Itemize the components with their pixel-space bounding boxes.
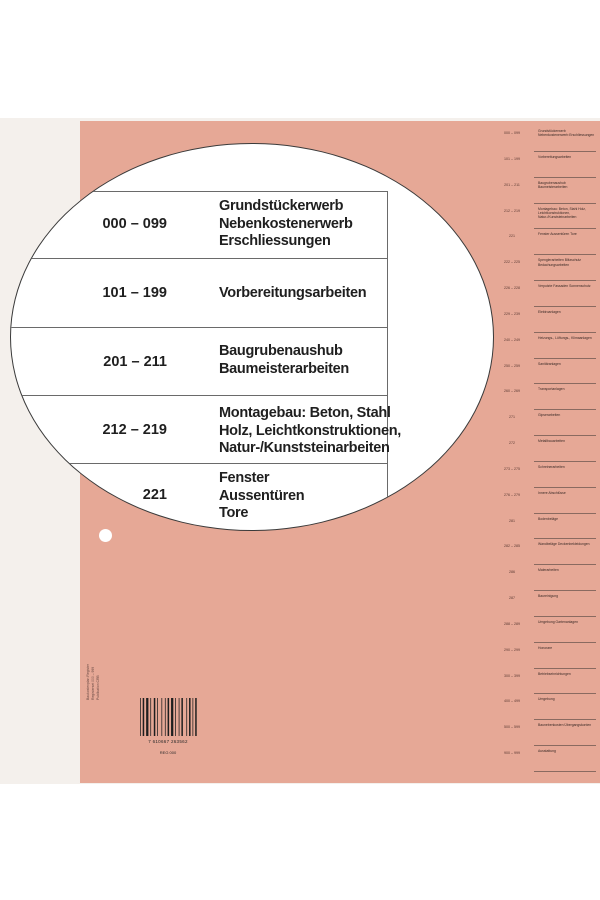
small-tab-code: 500 – 599 (504, 725, 520, 730)
tab-edge (387, 463, 388, 531)
small-tab-label: Honorare (538, 645, 553, 650)
small-tab-code: 286 (509, 570, 515, 575)
small-tab-code: 000 – 099 (504, 131, 520, 135)
small-tab (494, 566, 600, 592)
barcode-code: REG 000 (159, 750, 177, 755)
barcode-bar (157, 698, 158, 736)
small-tab-code: 273 – 275 (504, 466, 520, 471)
small-tab-separator (534, 306, 596, 307)
tab-separator (10, 463, 387, 464)
small-tab-label: Heizungs-, Lüftungs-, Klimaanlagen (538, 335, 592, 340)
small-tab-code: 229 – 239 (504, 311, 520, 316)
small-tab-separator (534, 487, 596, 488)
small-tab-code: 260 – 269 (504, 389, 520, 394)
small-tab-label: Umgebung (538, 697, 555, 702)
small-tab-code: 400 – 499 (504, 699, 520, 704)
magnifier-lens (10, 143, 494, 531)
small-tab (494, 334, 600, 360)
small-tab-code: 221 (509, 234, 515, 239)
small-tab (494, 747, 600, 773)
small-tab-separator (534, 693, 596, 694)
small-tab-label: Betriebseinrichtungen (538, 671, 571, 676)
barcode-bar (165, 698, 166, 736)
small-tab-separator (534, 177, 596, 178)
small-tab-code: 250 – 259 (504, 363, 520, 368)
tab-separator (10, 395, 387, 396)
tab-edge (387, 258, 388, 327)
barcode-bar (150, 698, 151, 736)
small-tab (494, 540, 600, 566)
small-tab-separator (534, 280, 596, 281)
tab-description: Vorbereitungsarbeiten (219, 285, 367, 301)
small-tab-label: Montagebau: Beton, Stahl Holz, Leichtkonstruktionen, Natur-/Kunststeinarbeiten (538, 206, 586, 220)
barcode-bar (186, 698, 187, 736)
small-tab (494, 463, 600, 489)
barcode-icon (139, 698, 197, 736)
small-tab-separator (534, 771, 596, 772)
spine-line: Publikation CRB (96, 675, 100, 700)
small-tab-label: Sanitäranlagen (538, 361, 561, 366)
small-tab-code: 226 – 228 (504, 286, 520, 291)
tab-separator (10, 191, 387, 192)
small-tab (494, 721, 600, 747)
barcode-bar (171, 698, 173, 736)
spine-text (86, 540, 101, 700)
small-tab-separator (534, 409, 596, 410)
small-tab-code: 240 – 249 (504, 337, 520, 342)
small-tab-separator (534, 151, 596, 152)
small-tab (494, 179, 600, 205)
small-tab-label: Vorbereitungsarbeiten (538, 154, 572, 159)
small-tab-code: 272 (509, 441, 515, 446)
small-tab (494, 205, 600, 231)
barcode-bar (189, 698, 191, 736)
small-tab-code: 900 – 999 (504, 751, 520, 756)
small-tab-code: 281 (509, 518, 515, 523)
small-tab-label: Malerarbeiten (538, 568, 559, 573)
barcode-bar (140, 698, 141, 736)
small-tab-separator (534, 461, 596, 462)
small-tab-code: 287 (509, 596, 515, 601)
barcode-bar (168, 698, 170, 736)
small-tab-separator (534, 590, 596, 591)
small-tab-separator (534, 642, 596, 643)
small-tab-separator (534, 616, 596, 617)
small-tab-label: Baunebenkosten Übergangskonten (538, 723, 592, 728)
small-tab-code: 201 – 211 (504, 182, 520, 187)
small-tab (494, 153, 600, 179)
barcode-bar (143, 698, 145, 736)
small-tab-code: 212 – 219 (504, 208, 520, 213)
small-tab (494, 695, 600, 721)
small-tab-code: 300 – 399 (504, 673, 520, 678)
small-tab-separator (534, 254, 596, 255)
spine-line: Registerset 000 – 999 (91, 666, 95, 700)
small-tab (494, 282, 600, 308)
small-tab-label: Wandbeläge Deckenbekleidungen (538, 542, 590, 547)
barcode-bar (146, 698, 148, 736)
small-tab-separator (534, 228, 596, 229)
tab-description: Montagebau: Beton, Stahl Holz, Leichtkonstruktionen, Natur-/Kunststeinarbeiten (219, 405, 402, 456)
small-tab-separator (534, 358, 596, 359)
tab-edge (387, 191, 388, 258)
small-tab-label: Ausstattung (538, 749, 556, 754)
small-tab-label: Baureinigung (538, 594, 558, 599)
tab-edge (207, 258, 208, 259)
tab-code: 221 (142, 487, 167, 503)
small-tab-label: Grundstückerwerb Nebenkostenerwerb Erschliessungen (538, 129, 595, 138)
barcode-number: 7 610667 263562 (148, 739, 188, 744)
tab-description: Grundstückerwerb Nebenkostenerwerb Erschliessungen (219, 198, 353, 249)
small-tab-separator (534, 203, 596, 204)
tab-code: 201 – 211 (103, 354, 167, 370)
small-tab-label: Spenglerarbeiten Blitzschutz Bedachungsarbeiten (538, 258, 581, 267)
spine-line: Baukostenplan Register (86, 663, 90, 700)
small-tab-code: 276 – 279 (504, 492, 520, 497)
barcode-bar (181, 698, 183, 736)
small-tab-label: Schreinerarbeiten (538, 464, 565, 469)
small-tab-separator (534, 668, 596, 669)
small-tab-label: Metallbauarbeiten (538, 439, 565, 444)
small-tab-separator (534, 719, 596, 720)
small-tab (494, 360, 600, 386)
small-tab-code: 222 – 225 (504, 260, 520, 265)
barcode-bar (195, 698, 197, 736)
small-tab (494, 644, 600, 670)
small-tab-code: 288 – 289 (504, 621, 520, 626)
small-tab-separator (534, 332, 596, 333)
small-tab-label: Baugrubenaushub Baumeisterarbeiten (538, 180, 568, 190)
small-tab-label: Innere Abschlüsse (538, 490, 566, 495)
small-tab (494, 308, 600, 334)
barcode-bar (179, 698, 180, 736)
small-tab (494, 385, 600, 411)
small-tab-separator (534, 538, 596, 539)
barcode-bar (154, 698, 156, 736)
tab-code: 000 – 099 (102, 216, 167, 232)
small-tab (494, 256, 600, 282)
barcode-bar (161, 698, 162, 736)
small-tab (494, 437, 600, 463)
tab-code: 101 – 199 (102, 285, 167, 301)
small-tab (494, 515, 600, 541)
small-tab (494, 618, 600, 644)
small-tab-label: Bodenbeläge (538, 516, 558, 521)
small-tab-separator (534, 513, 596, 514)
small-tab (494, 592, 600, 618)
small-tab-label: Verputzte Fassaden Sonnenschutz (538, 284, 591, 289)
barcode-bar (193, 698, 194, 736)
small-tab (494, 411, 600, 437)
tab-description: Fenster Aussentüren Tore (219, 470, 305, 521)
tab-edge (387, 327, 388, 395)
tab-separator (10, 327, 387, 328)
small-tab-separator (534, 564, 596, 565)
small-tab-label: Umgebung Gartenanlagen (538, 619, 578, 624)
small-tab (494, 670, 600, 696)
small-tab-label: Elektroanlagen (538, 309, 561, 314)
tab-separator (10, 258, 387, 259)
tab-description: Baugrubenaushub Baumeisterarbeiten (219, 343, 349, 377)
small-tab (494, 230, 600, 256)
small-tab-separator (534, 745, 596, 746)
tab-code: 212 – 219 (102, 422, 167, 438)
small-tab-code: 282 – 285 (504, 544, 520, 549)
small-tab-column (494, 121, 600, 783)
small-tab-label: Transportanlagen (538, 387, 565, 392)
small-tab (494, 489, 600, 515)
small-tab-label: Fenster Aussentüren Tore (538, 232, 577, 237)
small-tab-separator (534, 435, 596, 436)
small-tab-separator (534, 383, 596, 384)
small-tab-code: 101 – 199 (504, 156, 520, 161)
small-tab-label: Gipserarbeiten (538, 413, 561, 418)
small-tab (494, 127, 600, 153)
small-tab-code: 290 – 299 (504, 647, 520, 652)
barcode-bar (175, 698, 176, 736)
small-tab-code: 271 (509, 415, 515, 420)
